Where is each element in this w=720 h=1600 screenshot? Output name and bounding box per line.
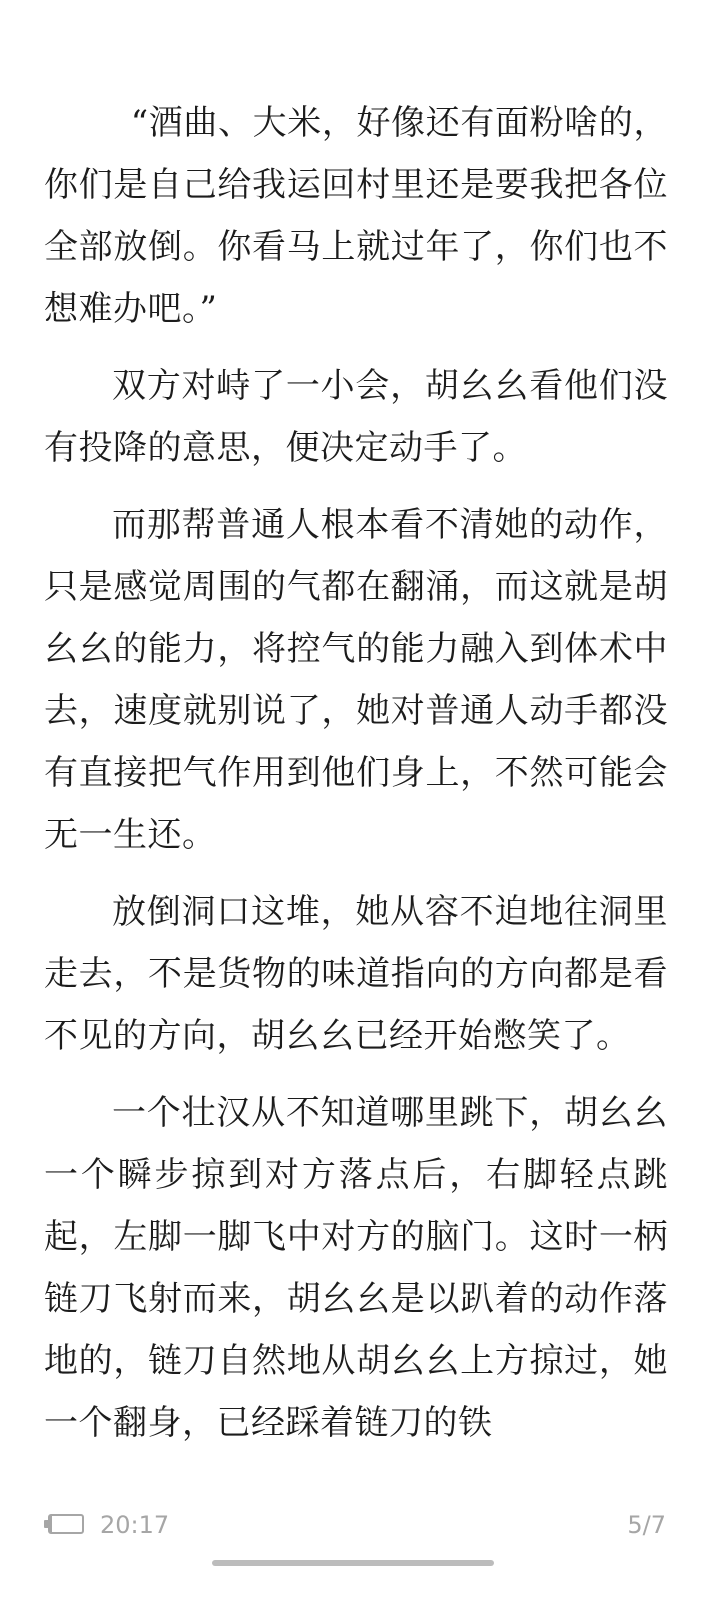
home-indicator[interactable] (212, 1560, 494, 1566)
page-indicator: 5/7 (627, 1511, 666, 1539)
paragraph: 双方对峙了一小会，胡幺幺看他们没有投降的意思，便决定动手了。 (44, 366, 668, 468)
paragraph: 放倒洞口这堆，她从容不迫地往洞里走去，不是货物的味道指向的方向都是看不见的方向，胡幺幺已经开始憋笑了。 (44, 892, 668, 1056)
paragraph: 一个壮汉从不知道哪里跳下，胡幺幺一个瞬步掠到对方落点后，右脚轻点跳起，左脚一脚飞中对方的脑门。这时一柄链刀飞射而来，胡幺幺是以趴着的动作落地的，链刀自然地从胡幺幺上方掠过，她一个翻身，已经踩着链刀的铁 (44, 1093, 668, 1443)
paragraph: 而那帮普通人根本看不清她的动作，只是感觉周围的气都在翻涌，而这就是胡幺幺的能力，将控气的能力融入到体术中去，速度就别说了，她对普通人动手都没有直接把气作用到他们身上，不然可能会无一生还。 (44, 505, 668, 855)
reader-content[interactable] (44, 92, 668, 1469)
paragraph: “酒曲、大米，好像还有面粉啥的，你们是自己给我运回村里还是要我把各位全部放倒。你看马上就过年了，你们也不想难办吧。” (44, 103, 668, 329)
battery-body (48, 1514, 84, 1534)
clock-time: 20:17 (100, 1511, 170, 1539)
battery-icon (44, 1514, 84, 1536)
reader-status-bar (40, 1505, 666, 1545)
battery-level (50, 1516, 52, 1532)
